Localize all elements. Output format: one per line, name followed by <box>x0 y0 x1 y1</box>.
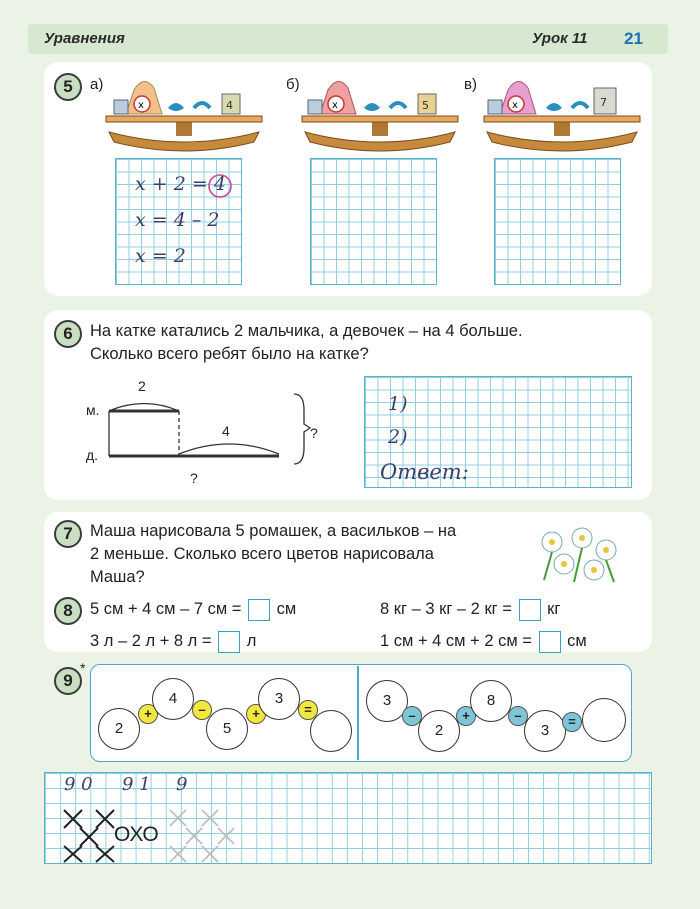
scale-illustration-a <box>104 70 264 152</box>
task8-row1-right-expr: 8 кг – 3 кг – 2 кг = <box>380 600 512 618</box>
answer-circle[interactable] <box>310 710 352 752</box>
task8-row2-left-unit: л <box>246 632 257 650</box>
task9-star: * <box>80 660 86 676</box>
task5-grid-b[interactable] <box>310 158 437 285</box>
task6-handwriting-step1: 1) <box>388 393 408 415</box>
chain-circle: 2 <box>98 708 140 750</box>
task5-grid-c[interactable] <box>494 158 621 285</box>
task5-handwriting-line2: x = 4 – 2 <box>135 209 220 231</box>
svg-text:x: x <box>138 100 144 111</box>
task9-number: 9 <box>54 667 82 695</box>
plus-operator: + <box>138 704 158 724</box>
task6-handwriting-step2: 2) <box>388 426 408 448</box>
task6-text-line1: На катке катались 2 мальчика, а девочек – на 4 больше. <box>90 322 523 340</box>
x-pattern-drawing <box>62 808 262 864</box>
practice-digits-9: 9 <box>176 774 188 795</box>
task5-handwriting-line1: x + 2 = 4 <box>135 173 226 195</box>
page-number: 21 <box>624 29 643 48</box>
minus-operator: – <box>402 706 422 726</box>
svg-text:x: x <box>512 100 518 111</box>
task7-text-line2: 2 меньше. Сколько всего цветов нарисовала <box>90 545 434 563</box>
diagram-question-bottom: ? <box>190 470 198 486</box>
task8-row1-right <box>380 598 560 621</box>
equals-operator: = <box>562 712 582 732</box>
lesson-title: Урок 11 <box>532 30 588 47</box>
task7-text-line1: Маша нарисовала 5 ромашек, а васильков – на <box>90 522 457 540</box>
task8-row2-left <box>90 630 256 653</box>
task9-divider <box>357 666 359 760</box>
chain-circle: 2 <box>418 710 460 752</box>
task8-row1-right-unit: кг <box>547 600 561 618</box>
task5-label-c: в) <box>464 76 477 93</box>
diagram-label-boys: м. <box>86 402 100 418</box>
practice-digits-90: 9 0 <box>64 774 93 795</box>
oxo-pattern: OXO <box>114 823 158 846</box>
task8-row1-left-expr: 5 см + 4 см – 7 см = <box>90 600 242 618</box>
answer-box[interactable] <box>519 599 541 621</box>
task8-row1-left <box>90 598 296 621</box>
svg-text:5: 5 <box>422 99 429 112</box>
answer-circle[interactable] <box>582 698 626 742</box>
chain-circle: 5 <box>206 708 248 750</box>
task6-text-line2: Сколько всего ребят было на катке? <box>90 345 369 363</box>
task7-text-line3: Маша? <box>90 568 145 586</box>
task8-row1-left-unit: см <box>276 600 297 618</box>
minus-operator: – <box>508 706 528 726</box>
task8-row2-right-expr: 1 см + 4 см + 2 см = <box>380 632 532 650</box>
answer-box[interactable] <box>218 631 240 653</box>
task5-number: 5 <box>54 73 82 101</box>
chain-circle: 8 <box>470 680 512 722</box>
task5-handwriting-line3: x = 2 <box>135 245 186 267</box>
svg-text:4: 4 <box>226 99 233 112</box>
plus-operator: + <box>246 704 266 724</box>
flowers-illustration <box>534 522 626 584</box>
task7-number: 7 <box>54 520 82 548</box>
diagram-question-right: ? <box>310 425 318 441</box>
task6-number: 6 <box>54 320 82 348</box>
diagram-diff-value: 4 <box>222 423 230 439</box>
plus-operator: + <box>456 706 476 726</box>
chain-circle: 3 <box>258 678 300 720</box>
circled-answer-mark <box>206 172 234 200</box>
segment-diagram <box>104 390 314 470</box>
task8-row2-left-expr: 3 л – 2 л + 8 л = <box>90 632 212 650</box>
scale-illustration-c <box>482 70 642 152</box>
chain-circle: 3 <box>524 710 566 752</box>
task8-row2-right <box>380 630 587 653</box>
chain-circle: 4 <box>152 678 194 720</box>
practice-digits-91: 9 1 <box>122 774 151 795</box>
task8-row2-right-unit: см <box>567 632 587 650</box>
diagram-top-value: 2 <box>138 378 146 394</box>
diagram-label-girls: д. <box>86 447 99 463</box>
task5-label-b: б) <box>286 76 300 93</box>
minus-operator: – <box>192 700 212 720</box>
equals-operator: = <box>298 700 318 720</box>
svg-text:7: 7 <box>600 96 607 109</box>
answer-box[interactable] <box>248 599 270 621</box>
section-title: Уравнения <box>44 30 125 47</box>
svg-text:x: x <box>332 100 338 111</box>
answer-box[interactable] <box>539 631 561 653</box>
scale-illustration-b <box>300 70 460 152</box>
task6-handwriting-answer: Ответ: <box>380 460 469 484</box>
task5-label-a: а) <box>90 76 104 93</box>
task8-number: 8 <box>54 597 82 625</box>
chain-circle: 3 <box>366 680 408 722</box>
